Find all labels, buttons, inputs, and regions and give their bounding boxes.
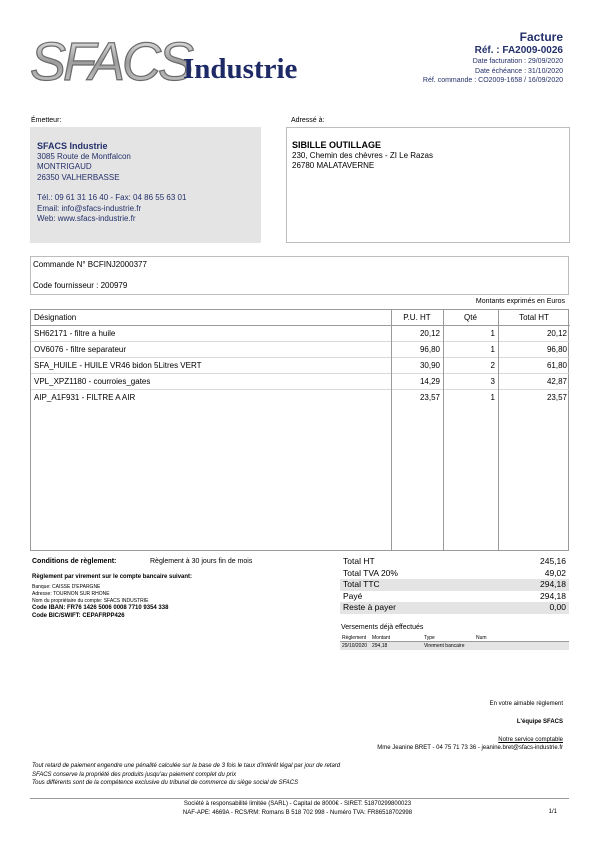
issuer-block [30,127,261,243]
greeting: En votre aimable règlement [489,701,563,707]
total-label: Total HT [343,556,375,566]
line-quantity: 1 [490,392,495,402]
line-quantity: 2 [490,360,495,370]
issuer-website: Web: www.sfacs-industrie.fr [37,214,136,224]
total-row [340,591,569,603]
line-quantity: 3 [490,376,495,386]
total-row [340,556,569,568]
legal-line: SFACS conserve la propriété des produits jusqu'au paiement complet du prix [32,771,237,778]
total-value: 294,18 [540,590,566,601]
line-designation: OV6076 - filtre separateur [34,344,127,354]
due-date: Date échéance : 31/10/2020 [475,67,563,75]
issuer-phone: Tél.: 09 61 31 16 40 - Fax: 04 86 55 63 01 [37,193,187,203]
payments-header: Règlement [342,635,367,641]
accounting-contact: Mme Jeanine BRET - 04 75 71 73 36 - jeanine.bret@sfacs-industrie.fr [377,745,563,751]
line-unit-price: 14,29 [419,376,440,386]
recipient-address-line: 230, Chemin des chèvres - ZI Le Razas [292,151,433,160]
payments-table [340,634,569,650]
bank-name: Banque: CAISSE D'EPARGNE [32,584,101,590]
bank-address: Adresse: TOURNON SUR RHONE [32,591,110,597]
page-number: 1/1 [548,809,557,815]
recipient-block [286,127,570,243]
table-row [31,389,570,405]
line-designation: VPL_XPZ1180 - courroies_gates [34,376,151,386]
payments-row [340,642,569,650]
total-value: 0,00 [549,602,566,613]
col-header-designation: Désignation [31,310,391,325]
currency-note: Montants exprimés en Euros [475,298,565,305]
line-designation: SH62171 - filtre a huile [34,328,116,338]
company-logo [30,30,320,90]
invoice-lines-table [30,309,569,551]
line-quantity: 1 [490,344,495,354]
supplier-code: Code fournisseur : 200979 [33,281,128,290]
issuer-address-line: 3085 Route de Montfalcon [37,152,131,161]
payment-type: Virement bancaire [424,643,465,649]
total-row [340,579,569,591]
line-unit-price: 23,57 [419,392,440,402]
total-label: Total TTC [343,579,380,590]
line-unit-price: 96,80 [419,344,440,354]
bic-swift: Code BIC/SWIFT: CEPAFRPP426 [32,612,125,619]
line-total: 20,12 [546,328,567,338]
recipient-name: SIBILLE OUTILLAGE [292,140,381,150]
legal-line: Tout retard de paiement engendre une pénalité calculée sur la base de 3 fois le taux d'intérêt légal par jour de retard [32,763,341,769]
line-designation: AIP_A1F931 - FILTRE A AIR [34,392,136,402]
payments-header: Montant [372,635,391,641]
signature-block [377,700,563,752]
issuer-address-line: MONTRIGAUD [37,162,92,172]
invoice-reference: Réf. : FA2009-0026 [474,45,563,56]
table-row [31,373,570,389]
column-divider [443,310,444,550]
line-quantity: 1 [490,328,495,338]
footer-divider [30,798,569,799]
svg-text:SFACS: SFACS [30,32,192,90]
column-divider [498,310,499,550]
total-value: 245,16 [540,556,566,566]
recipient-address-line: 26780 MALATAVERNE [292,161,375,171]
conditions-text: Règlement à 30 jours fin de mois [150,558,253,565]
iban: Code IBAN: FR76 1426 5006 0008 7710 9354 338 [32,605,169,611]
column-divider [391,310,392,550]
total-row [340,602,569,614]
invoice-header [423,30,563,86]
footer [0,800,595,817]
bank-transfer-title: Règlement par virement sur le compte bancaire suivant: [32,574,193,580]
line-designation: SFA_HUILE - HUILE VR46 bidon 5Litres VERT [34,360,202,370]
total-row [340,568,569,580]
footer-line: NAF-APE: 4669A - RCS/RM: Romans B 518 702 998 - Numéro TVA: FR86518702998 [182,809,413,816]
total-value: 294,18 [540,579,566,590]
table-row [31,357,570,373]
col-header-unit-price: P.U. HT [391,310,443,325]
line-total: 61,80 [546,360,567,370]
col-header-total: Total HT [498,310,570,325]
account-owner: Nom du propriétaire du compte: SFACS INDUSTRIE [32,598,149,604]
issuer-name: SFACS Industrie [37,141,108,151]
svg-text:Industrie: Industrie [183,53,298,85]
issuer-label: Émetteur: [31,117,62,124]
col-header-quantity: Qté [443,310,498,325]
total-value: 49,02 [544,567,566,578]
footer-line: Société à responsabilité limitée (SARL) - Capital de 8000€ - SIRET: 51870299800023 [183,801,412,807]
payment-number [476,642,516,650]
invoice-title: Facture [519,30,563,44]
line-total: 42,87 [546,376,567,386]
payments-header-row [340,634,569,642]
issuer-address-line: 26350 VALHERBASSE [37,172,120,182]
line-total: 96,80 [546,344,567,354]
invoice-date: Date facturation : 29/09/2020 [472,58,563,65]
line-unit-price: 20,12 [419,328,440,338]
recipient-label: Adressé à: [291,117,325,124]
payments-header: Type [424,635,435,641]
accounting-service: Notre service comptable [498,737,563,743]
totals-block [340,556,569,614]
payments-title: Versements déjà effectués [341,624,424,631]
table-header-row [31,310,570,325]
order-number: Commande N° BCFINJ2000377 [33,260,147,269]
order-reference: Réf. commande : CO2009-1658 / 16/09/2020 [422,77,563,84]
payment-amount: 294,18 [372,643,388,649]
line-total: 23,57 [546,392,567,402]
team-name: L'équipe SFACS [516,719,563,725]
total-label: Total TVA 20% [343,567,398,578]
payment-conditions [32,558,332,620]
total-label: Payé [343,590,363,601]
payments-header: Num [476,635,487,641]
order-block [30,256,569,295]
total-label: Reste à payer [343,602,396,613]
line-unit-price: 30,90 [419,360,440,370]
conditions-title: Conditions de règlement: [32,558,117,565]
table-row [31,325,570,341]
legal-line: Tous différents sont de la compétence exclusive du tribunal de commerce du siège social de SFACS [32,780,299,786]
table-row [31,341,570,357]
payment-date: 29/10/2020 [342,643,368,649]
issuer-email: Email: info@sfacs-industrie.fr [37,203,142,213]
legal-notice [32,762,340,788]
